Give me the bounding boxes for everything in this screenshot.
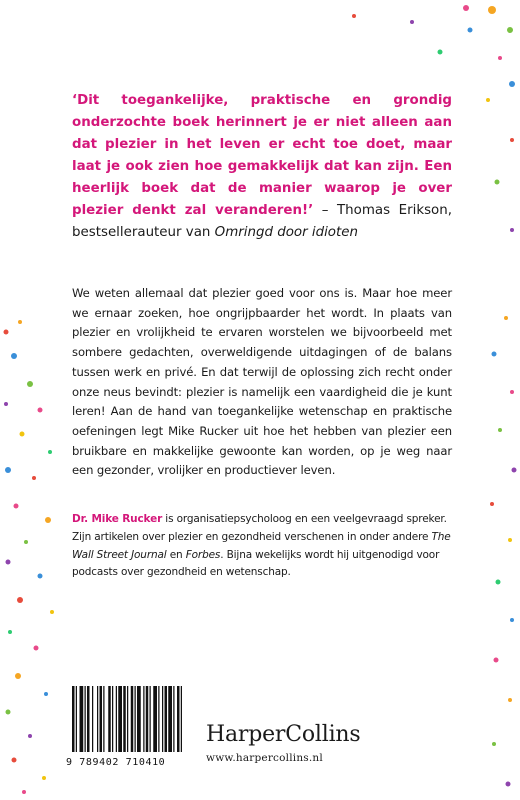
barcode-bar [127,686,128,752]
bio-publication-1: The Wall Street Journal [72,530,451,561]
barcode-bar [165,686,168,752]
barcode-bar [97,686,98,752]
barcode-bar [85,686,86,752]
barcode-bar [92,686,93,752]
barcode-bar [162,686,163,752]
barcode-bar [103,686,104,752]
barcode-bar [100,686,103,752]
barcode-bar [123,686,126,752]
barcode-bar [173,686,174,752]
barcode-bar [131,686,134,752]
barcode-bar [116,686,117,752]
bio-text-1: is organisatiepsycholoog en een veelgevraagd spreker. Zijn artikelen over plezier en gezondheid verschenen in onder andere [72,513,447,543]
barcode-bar [158,686,159,752]
author-bio [72,511,458,582]
barcode-bar [108,686,111,752]
barcode-bar [137,686,141,752]
isbn-number: 9 789402 710410 [66,757,166,768]
publisher-url: www.harpercollins.nl [206,752,323,764]
barcode-bar [181,686,182,752]
barcode-bar [80,686,84,752]
publisher-logo: HarperCollins [206,722,361,747]
bio-and: en [166,548,186,561]
endorsement-quote [72,90,452,244]
barcode-bar [72,686,75,752]
barcode-bar [177,686,180,752]
barcode-bar [150,686,151,752]
quote-book-title: Omringd door idioten [214,225,358,240]
barcode-bar [168,686,172,752]
barcode-bar [76,686,77,752]
barcode-bar [112,686,113,752]
barcode-bar [135,686,136,752]
barcode-bar [87,686,90,752]
quote-author: – Thomas Erikson, bestsellerauteur van [72,203,452,240]
bio-publication-2: Forbes [185,548,221,561]
bio-text-2: . Bijna wekelijks wordt hij uitgenodigd voor podcasts over gezondheid en wetenschap. [72,548,440,579]
barcode-bars [68,684,188,756]
quote-text: ‘Dit toegankelijke, praktische en grondig onderzochte boek herinnert je er niet alleen aan dat plezier in het leven er echt toe doet, maar laat je ook zien hoe gemakkelijk dat kan zijn. Een heerlijk boek dat de manier waarop je over plezier denkt zal veranderen!’ [72,93,452,218]
author-name: Dr. Mike Rucker [72,513,163,525]
blurb-text: We weten allemaal dat plezier goed voor ons is. Maar hoe meer we ernaar zoeken, hoe ongrijpbaarder het wordt. In plaats van plezier en vrolijkheid te ervaren worstelen we bijvoorbeeld met sombere gedachten, overweldigende uitdagingen of de balans tussen werk en privé. En dat terwijl de oplossing zich recht onder onze neus bevindt: plezier is namelijk een vaardigheid die je kunt leren! Aan de hand van toegankelijke wetenschap en praktische oefeningen legt Mike Rucker uit hoe het hebben van plezier een bruikbare en makkelijke gewoonte kan worden, op je weg naar een gezonder, vrolijker en productiever leven. [72,286,452,478]
barcode-bar [118,686,122,752]
barcode-bar [143,686,144,752]
barcode-bar [146,686,149,752]
barcode-bar [153,686,157,752]
